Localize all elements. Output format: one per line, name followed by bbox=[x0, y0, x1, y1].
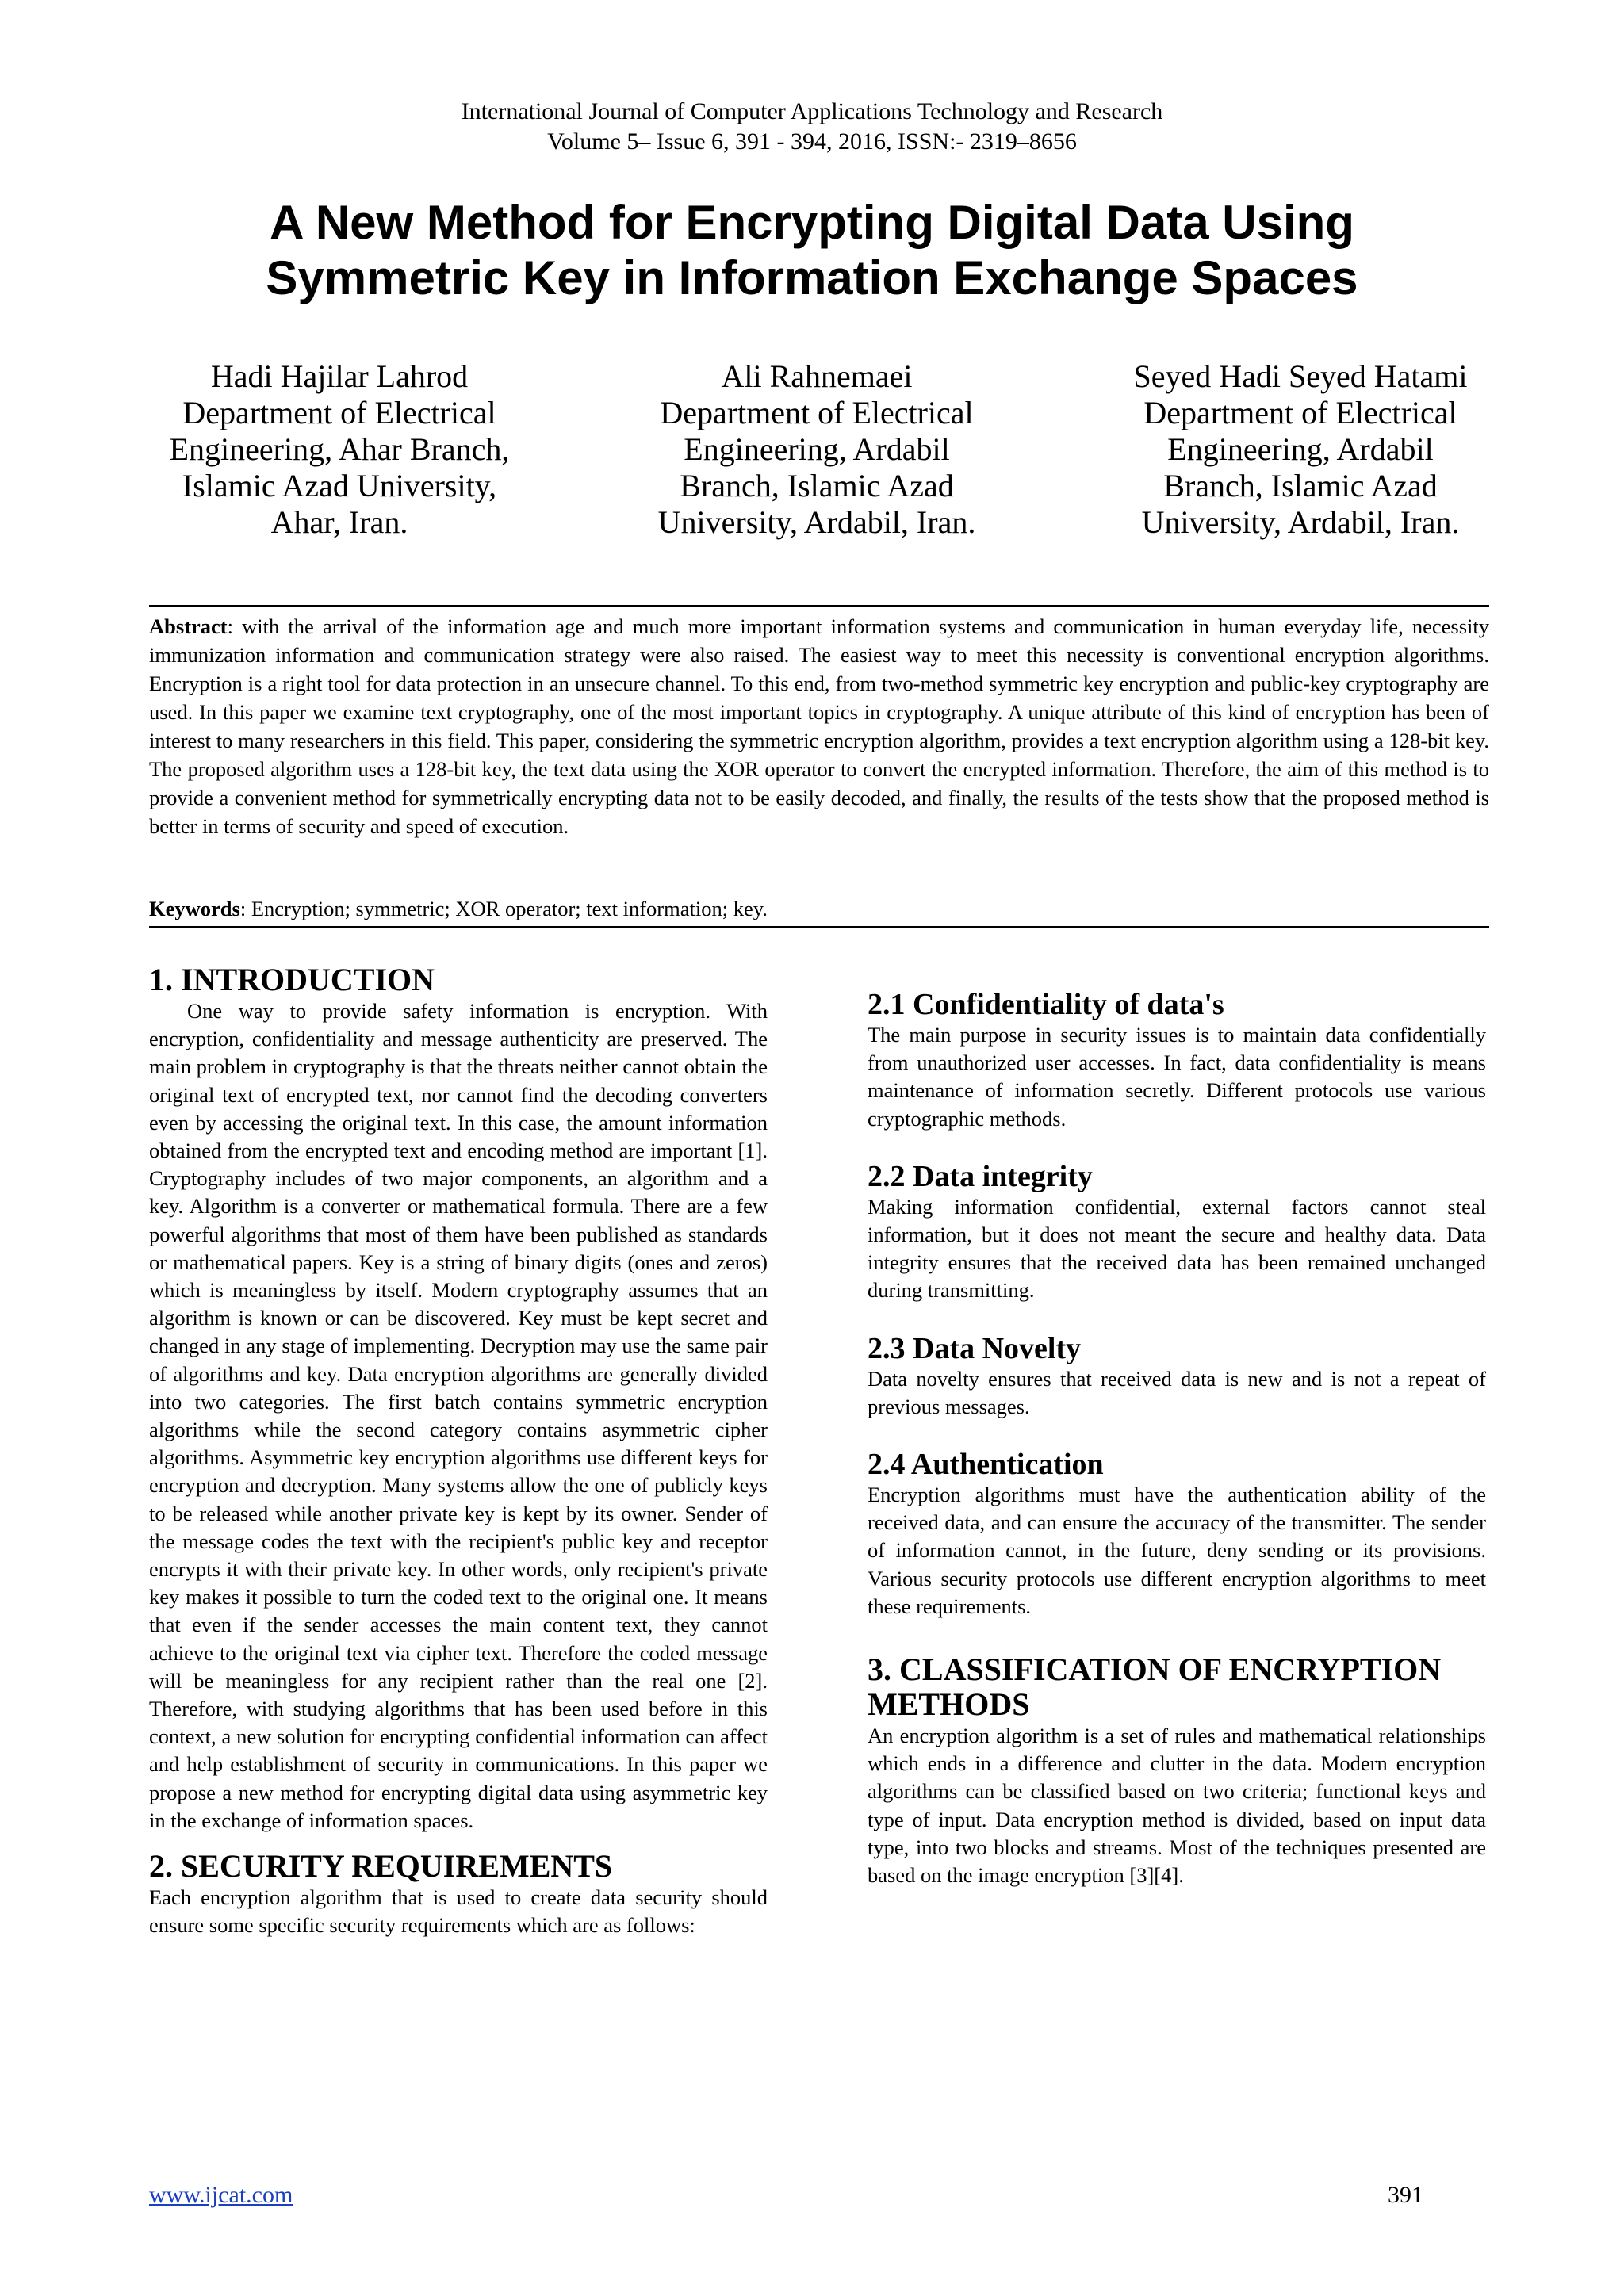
author-affiliation: University, Ardabil, Iran. bbox=[657, 504, 976, 540]
author-affiliation: Engineering, Ahar Branch, bbox=[169, 431, 510, 467]
author-name: Ali Rahnemaei bbox=[721, 358, 913, 394]
author-affiliation: Ahar, Iran. bbox=[270, 504, 408, 540]
footer-website-link[interactable]: www.ijcat.com bbox=[149, 2182, 293, 2208]
journal-header bbox=[0, 97, 1624, 157]
author-affiliation: Engineering, Ardabil bbox=[684, 431, 950, 467]
subsection-heading-confidentiality: 2.1 Confidentiality of data's bbox=[868, 988, 1224, 1021]
author-affiliation: Department of Electrical bbox=[182, 395, 496, 430]
section-heading-classification: 3. CLASSIFICATION OF ENCRYPTION METHODS bbox=[868, 1651, 1442, 1723]
author-affiliation: Branch, Islamic Azad bbox=[680, 468, 954, 503]
keywords-label: Keywords bbox=[149, 897, 240, 920]
data-novelty-text: Data novelty ensures that received data is new and is not a repeat of previous messages. bbox=[868, 1366, 1486, 1418]
abstract bbox=[149, 612, 1489, 840]
author-affiliation: Islamic Azad University, bbox=[182, 468, 497, 503]
introduction-text: One way to provide safety information is encryption. With encryption, confidentiality and message authenticity are preserved. The main problem in cryptography is that the threats neither cannot obtain the original text of encrypted text, nor cannot find the decoding converters even by accessing the original text. In this case, the amount information obtained from the encrypted text and encoding method are important [1]. Cryptography includes of two major components, an algorithm and a key. Algorithm is a converter or mathematical formula. There are a few powerful algorithms that most of them have been published as standards or mathematical papers. Key is a string of binary digits (ones and zeros) which is meaningless by itself. Modern cryptography assumes that an algorithm is known or can be discovered. Key must be kept secret and changed in any stage of implementing. Decryption may use the same pair of algorithms and key. Data encryption algorithms are generally divided into two categories. The first batch contains symmetric encryption algorithms while the second category contains asymmetric cipher algorithms. Asymmetric key encryption algorithms use different keys for encryption and decryption. Many systems allow the one of publicly keys to be released while another private key is kept by its owner. Sender of the message codes the text with the recipient's public key and receptor encrypts it with their private key. In other words, only recipient's private key makes it possible to turn the coded text to the original one. It means that even if the sender accesses the main content text, they cannot achieve to the original text via cipher text. Therefore the coded message will be meaningless for any recipient rather than the real one [2]. Therefore, with studying algorithms that has been used before in this context, a new solution for encrypting confidential information can affect and help establishment of security in communications. In this paper we propose a new method for encrypting digital data using asymmetric key in the exchange of information spaces. bbox=[149, 999, 768, 1832]
author-affiliation: Engineering, Ardabil bbox=[1167, 431, 1434, 467]
data-integrity-text: Making information confidential, external factors cannot steal information, but it does not meant the secure and healthy data. Data integrity ensures that the received data has been remained unchanged during transmitting. bbox=[868, 1194, 1486, 1303]
classification-text: An encryption algorithm is a set of rules and mathematical relationships which ends in a difference and clutter in the data. Modern encryption algorithms can be classified based on two criteria; functional keys and type of input. Data encryption method is divided, based on input data type, into two blocks and streams. Most of the techniques presented are based on the image encryption [3][4]. bbox=[868, 1724, 1486, 1888]
left-column bbox=[149, 962, 768, 1940]
author-affiliation: Branch, Islamic Azad bbox=[1163, 468, 1438, 503]
security-requirements-text: Each encryption algorithm that is used to create data security should ensure some specific security requirements which are as follows: bbox=[149, 1885, 768, 1938]
subsection-heading-data-novelty: 2.3 Data Novelty bbox=[868, 1331, 1082, 1365]
abstract-label: Abstract bbox=[149, 614, 228, 638]
author-1 bbox=[141, 358, 538, 541]
keywords-bottom-rule bbox=[149, 926, 1489, 928]
author-name: Seyed Hadi Seyed Hatami bbox=[1133, 358, 1468, 394]
section-heading-introduction: 1. INTRODUCTION bbox=[149, 962, 435, 997]
author-2 bbox=[619, 358, 1015, 541]
author-affiliation: Department of Electrical bbox=[1143, 395, 1457, 430]
paper-title: A New Method for Encrypting Digital Data Using Symmetric Key in Information Exchange Spaces bbox=[266, 196, 1358, 304]
page-number: 391 bbox=[1388, 2182, 1423, 2208]
keywords-text: : Encryption; symmetric; XOR operator; text information; key. bbox=[239, 897, 768, 920]
journal-name: International Journal of Computer Applications Technology and Research bbox=[461, 98, 1163, 124]
author-3 bbox=[1094, 358, 1507, 541]
author-affiliation: Department of Electrical bbox=[660, 395, 974, 430]
right-column bbox=[868, 988, 1486, 1889]
subsection-heading-authentication: 2.4 Authentication bbox=[868, 1448, 1104, 1482]
section-heading-security-requirements: 2. SECURITY REQUIREMENTS bbox=[149, 1848, 613, 1885]
abstract-top-rule bbox=[149, 605, 1489, 607]
confidentiality-text: The main purpose in security issues is to maintain data confidentially from unauthorized user accesses. In fact, data confidentiality is means maintenance of information secretly. Different protocols use various cryptographic methods. bbox=[868, 1023, 1486, 1131]
journal-volume: Volume 5– Issue 6, 391 - 394, 2016, ISSN:- 2319–8656 bbox=[547, 128, 1077, 155]
author-affiliation: University, Ardabil, Iran. bbox=[1141, 504, 1460, 540]
keywords bbox=[149, 894, 1489, 923]
author-name: Hadi Hajilar Lahrod bbox=[210, 358, 469, 394]
abstract-text: : with the arrival of the information age and much more important information systems and communication in human everyday life, necessity immunization information and communication strategy were also raised. The easiest way to meet this necessity is conventional encryption algorithms. Encryption is a right tool for data protection in an unsecure channel. To this end, from two-method symmetric key encryption and public-key cryptography are used. In this paper we examine text cryptography, one of the most important topics in cryptography. A unique attribute of this kind of encryption has been of interest to many researchers in this field. This paper, considering the symmetric encryption algorithm, provides a text encryption algorithm using a 128-bit key. The proposed algorithm uses a 128-bit key, the text data using the XOR operator to convert the encrypted information. Therefore, the aim of this method is to provide a convenient method for symmetrically encrypting data not to be easily decoded, and finally, the results of the tests show that the proposed method is better in terms of security and speed of execution. bbox=[149, 614, 1489, 838]
authentication-text: Encryption algorithms must have the authentication ability of the received data, and can ensure the accuracy of the transmitter. The sender of information cannot, in the future, deny sending or its provisions. Various security protocols use different encryption algorithms to meet these requirements. bbox=[868, 1483, 1486, 1618]
subsection-heading-data-integrity: 2.2 Data integrity bbox=[868, 1159, 1093, 1193]
